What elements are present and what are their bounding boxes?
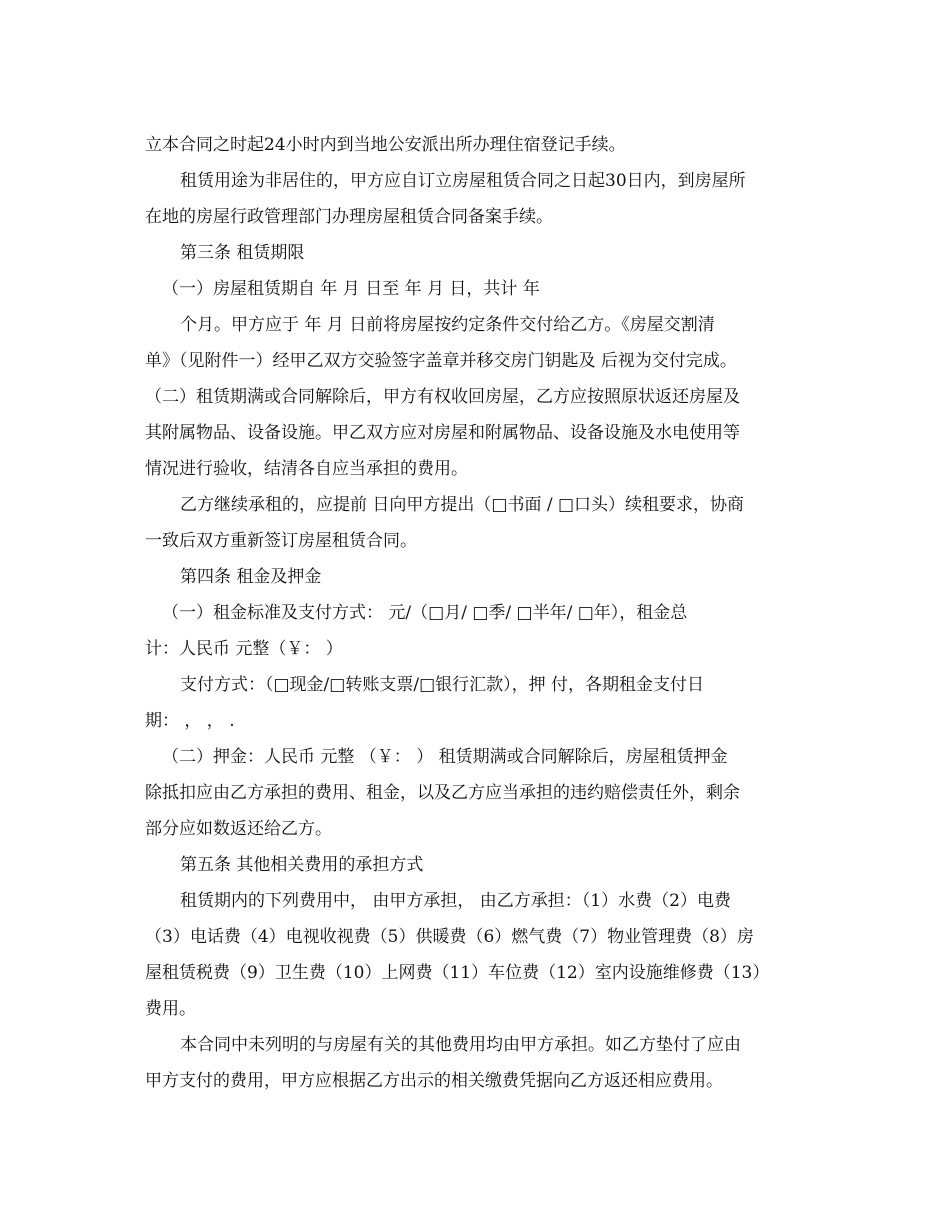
- section-heading: 第三条 租赁期限: [180, 243, 305, 263]
- text-line: 情况进行验收，结清各自应当承担的费用。: [145, 459, 468, 479]
- section-heading: 第五条 其他相关费用的承担方式: [180, 855, 424, 875]
- contract-page-body: [145, 127, 825, 1099]
- text-line: 部分应如数返还给乙方。: [145, 819, 332, 839]
- text-line: 一致后双方重新签订房屋租赁合同。: [145, 531, 417, 551]
- text-line: 屋租赁税费（9）卫生费（10）上网费（11）车位费（12）室内设施维修费（13）: [145, 963, 770, 983]
- text-line: （二）押金：人民币 元整 （￥： ） 租赁期满或合同解除后，房屋租赁押金: [162, 747, 728, 767]
- text-line: （一）房屋租赁期自 年 月 日至 年 月 日，共计 年: [162, 279, 540, 299]
- text-line: 期： ， ， .: [145, 711, 235, 731]
- text-line: 其附属物品、设备设施。甲乙双方应对房屋和附属物品、设备设施及水电使用等: [145, 423, 740, 443]
- text-line: 除抵扣应由乙方承担的费用、租金，以及乙方应当承担的违约赔偿责任外，剩余: [145, 783, 740, 803]
- text-line: 甲方支付的费用，甲方应根据乙方出示的相关缴费凭据向乙方返还相应费用。: [145, 1071, 723, 1091]
- text-line: （二）租赁期满或合同解除后，甲方有权收回房屋，乙方应按照原状返还房屋及: [145, 387, 740, 407]
- text-line: 个月。甲方应于 年 月 日前将房屋按约定条件交付给乙方。《房屋交割清: [180, 315, 715, 335]
- text-line: 乙方继续承租的，应提前 日向甲方提出（□书面 / □口头）续租要求，协商: [180, 495, 745, 515]
- text-line: 租赁期内的下列费用中， 由甲方承担， 由乙方承担：（1）水费（2）电费: [180, 891, 731, 911]
- text-line: 在地的房屋行政管理部门办理房屋租赁合同备案手续。: [145, 207, 553, 227]
- text-line: 费用。: [145, 999, 196, 1019]
- text-line: （一）租金标准及支付方式： 元/（□月/ □季/ □半年/ □年），租金总: [162, 603, 688, 623]
- text-line: 立本合同之时起24小时内到当地公安派出所办理住宿登记手续。: [145, 135, 626, 155]
- text-line: 计：人民币 元整（￥： ）: [145, 639, 343, 659]
- text-line: 租赁用途为非居住的，甲方应自订立房屋租赁合同之日起30日内，到房屋所: [180, 171, 746, 191]
- text-line: 本合同中未列明的与房屋有关的其他费用均由甲方承担。如乙方垫付了应由: [180, 1035, 741, 1055]
- text-line: 单》（见附件一）经甲乙双方交验签字盖章并移交房门钥匙及 后视为交付完成。: [145, 351, 737, 371]
- text-line: （3）电话费（4）电视收视费（5）供暖费（6）燃气费（7）物业管理费（8）房: [145, 927, 754, 947]
- text-line: 支付方式：（□现金/□转账支票/□银行汇款），押 付，各期租金支付日: [180, 675, 705, 695]
- section-heading: 第四条 租金及押金: [180, 567, 322, 587]
